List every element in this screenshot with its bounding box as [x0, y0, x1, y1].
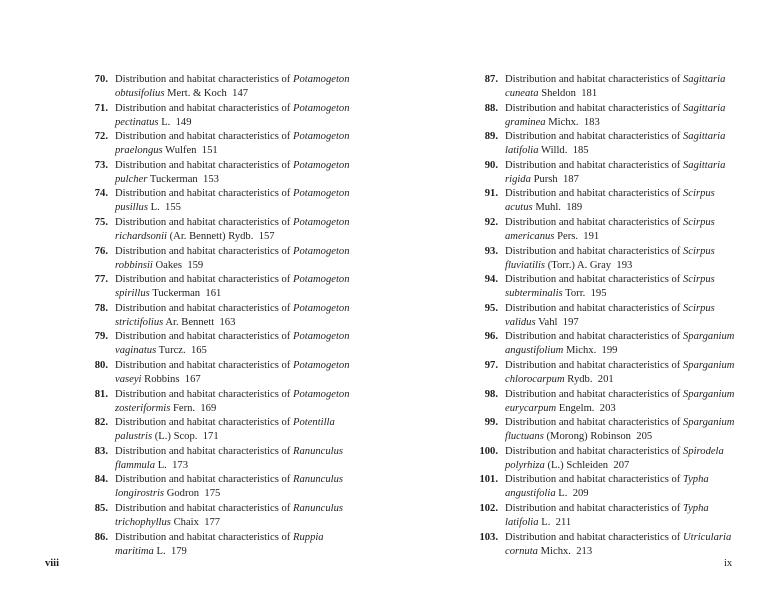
- list-item: [80, 359, 350, 388]
- species-authority: L.: [541, 516, 551, 528]
- list-item: [470, 273, 730, 302]
- caption-intro: Distribution and habitat characteristics of: [115, 102, 291, 114]
- species-authority: Turcz.: [158, 345, 186, 357]
- species-name: robbinsii: [115, 259, 153, 271]
- caption-intro: Distribution and habitat characteristics of: [115, 159, 291, 171]
- species-authority: Michx.: [548, 116, 579, 128]
- page-reference: 169: [200, 402, 217, 414]
- species-name: rigida: [505, 173, 531, 185]
- caption-intro: Distribution and habitat characteristics of: [505, 245, 681, 257]
- species-authority: L.: [161, 116, 171, 128]
- species-authority: Pursh: [533, 173, 558, 185]
- genus-name: Ruppia: [293, 531, 324, 543]
- figure-number: 88.: [484, 102, 498, 114]
- species-authority: Fern.: [173, 402, 196, 414]
- genus-name: Typha: [683, 502, 709, 514]
- page-reference: 185: [572, 145, 589, 157]
- page-reference: 151: [201, 145, 218, 157]
- genus-name: Sagittaria: [683, 74, 726, 85]
- caption-line: [505, 344, 730, 358]
- list-item: [470, 531, 730, 560]
- species-name: angustifolium: [505, 345, 564, 357]
- caption-intro: Distribution and habitat characteristics of: [505, 302, 681, 314]
- species-name: chlorocarpum: [505, 373, 565, 385]
- genus-name: Potamogeton: [293, 74, 350, 85]
- caption-line: [115, 516, 340, 530]
- page-reference: 167: [184, 373, 201, 385]
- species-authority: Oakes: [155, 259, 183, 271]
- figure-number: 103.: [479, 531, 498, 543]
- species-name: palustris: [115, 431, 153, 443]
- species-name: vaginatus: [115, 345, 157, 357]
- caption-line: [505, 430, 730, 444]
- page-reference: 209: [572, 488, 589, 500]
- species-name: latifolia: [505, 145, 539, 157]
- caption-line: [505, 144, 730, 158]
- species-authority: L.: [558, 488, 568, 500]
- caption-line: [115, 316, 340, 330]
- page-reference: 193: [616, 259, 633, 271]
- caption-intro: Distribution and habitat characteristics of: [115, 388, 291, 400]
- genus-name: Potamogeton: [293, 331, 350, 343]
- page-reference: 161: [205, 288, 222, 300]
- page-reference: 205: [636, 431, 653, 443]
- genus-name: Potamogeton: [293, 245, 350, 257]
- page-reference: 155: [165, 202, 181, 214]
- caption-line: [115, 87, 340, 101]
- list-item: [80, 216, 350, 245]
- genus-name: Ranunculus: [293, 502, 344, 514]
- genus-name: Sagittaria: [683, 102, 726, 114]
- caption-line: [115, 373, 340, 387]
- list-item: [80, 73, 350, 102]
- page-reference: 147: [232, 88, 249, 99]
- figure-number: 90.: [484, 159, 498, 171]
- figure-number: 91.: [484, 188, 498, 200]
- caption-intro: Distribution and habitat characteristics of: [505, 417, 681, 429]
- species-authority: Robbins: [144, 373, 180, 385]
- caption-intro: Distribution and habitat characteristics of: [115, 74, 291, 85]
- species-name: fluctuans: [505, 431, 544, 443]
- species-name: praelongus: [115, 145, 163, 157]
- page-reference: 197: [562, 316, 579, 328]
- figure-number: 99.: [484, 417, 498, 429]
- species-name: strictifolius: [115, 316, 164, 328]
- caption-intro: Distribution and habitat characteristics of: [115, 274, 291, 286]
- page-reference: 177: [204, 516, 221, 528]
- figure-number: 95.: [484, 302, 498, 314]
- page-reference: 203: [599, 402, 616, 414]
- species-name: maritima: [115, 545, 154, 557]
- caption-line: [505, 287, 730, 301]
- genus-name: Potamogeton: [293, 302, 350, 314]
- caption-intro: Distribution and habitat characteristics of: [115, 417, 291, 429]
- genus-name: Potamogeton: [293, 102, 350, 114]
- genus-name: Potamogeton: [293, 274, 350, 286]
- species-name: pulcher: [115, 173, 148, 185]
- species-name: zosteriformis: [115, 402, 171, 414]
- species-authority: Ar. Bennett: [165, 316, 215, 328]
- species-name: polyrhiza: [505, 459, 545, 471]
- page-reference: 207: [613, 459, 630, 471]
- caption-intro: Distribution and habitat characteristics of: [115, 531, 291, 543]
- genus-name: Potentilla: [293, 417, 335, 429]
- page-reference: 171: [202, 431, 219, 443]
- caption-line: [505, 316, 730, 330]
- species-name: vaseyi: [115, 373, 142, 385]
- caption-line: [505, 87, 730, 101]
- caption-line: [115, 430, 340, 444]
- species-name: americanus: [505, 230, 555, 242]
- list-item: [80, 330, 350, 359]
- caption-intro: Distribution and habitat characteristics of: [505, 159, 681, 171]
- species-name: eurycarpum: [505, 402, 557, 414]
- species-authority: Godron: [166, 488, 200, 500]
- species-authority: (Morong) Robinson: [546, 431, 631, 443]
- figure-number: 101.: [479, 474, 498, 486]
- species-authority: Muhl.: [535, 202, 561, 214]
- genus-name: Ranunculus: [293, 445, 344, 457]
- figure-number: 78.: [94, 302, 108, 314]
- page-reference: 213: [576, 545, 593, 557]
- caption-intro: Distribution and habitat characteristics of: [115, 331, 291, 343]
- genus-name: Potamogeton: [293, 388, 350, 400]
- species-authority: Rydb.: [567, 373, 593, 385]
- species-authority: Michx.: [565, 345, 597, 357]
- caption-line: [505, 459, 730, 473]
- caption-line: [115, 144, 340, 158]
- page-reference: 181: [581, 88, 598, 99]
- species-name: richardsonii: [115, 230, 167, 242]
- caption-intro: Distribution and habitat characteristics of: [115, 245, 291, 257]
- species-authority: Mert. & Koch: [167, 88, 227, 99]
- page-reference: 165: [190, 345, 207, 357]
- figure-number: 75.: [94, 216, 108, 228]
- figure-number: 70.: [94, 74, 108, 85]
- list-item: [80, 159, 350, 188]
- species-authority: Torr.: [565, 288, 586, 300]
- list-item: [80, 388, 350, 417]
- genus-name: Ranunculus: [293, 474, 344, 486]
- species-name: validus: [505, 316, 536, 328]
- page-number-left: viii: [45, 558, 60, 569]
- species-authority: L.: [156, 545, 166, 557]
- genus-name: Spirodela: [683, 445, 724, 457]
- figure-number: 97.: [484, 359, 498, 371]
- species-authority: Sheldon: [541, 88, 576, 99]
- list-item: [470, 359, 735, 388]
- page-reference: 163: [219, 316, 236, 328]
- caption-intro: Distribution and habitat characteristics of: [115, 502, 291, 514]
- species-authority: Wulfen: [165, 145, 197, 157]
- caption-intro: Distribution and habitat characteristics of: [115, 131, 291, 143]
- genus-name: Potamogeton: [293, 216, 350, 228]
- species-name: graminea: [505, 116, 546, 128]
- species-name: pectinatus: [115, 116, 159, 128]
- genus-name: Typha: [683, 474, 709, 486]
- page-reference: 157: [258, 230, 275, 242]
- list-item: [470, 245, 730, 274]
- page-reference: 183: [583, 116, 600, 128]
- genus-name: Potamogeton: [293, 359, 350, 371]
- page-number-right: ix: [724, 558, 733, 569]
- genus-name: Scirpus: [683, 245, 715, 257]
- figure-number: 96.: [484, 331, 498, 343]
- genus-name: Sagittaria: [683, 159, 726, 171]
- species-name: angustifolia: [505, 488, 556, 500]
- caption-line: [115, 259, 340, 273]
- genus-name: Potamogeton: [293, 131, 350, 143]
- list-item: [470, 388, 735, 417]
- species-name: cornuta: [505, 545, 538, 557]
- page-reference: 175: [204, 488, 221, 500]
- figure-number: 74.: [94, 188, 108, 200]
- genus-name: Sparganium: [683, 331, 735, 343]
- caption-intro: Distribution and habitat characteristics of: [505, 74, 681, 85]
- species-authority: (L.) Schleiden: [547, 459, 609, 471]
- list-item: [80, 531, 340, 560]
- species-authority: Tuckerman: [152, 288, 201, 300]
- caption-line: [115, 402, 340, 416]
- toc-column-left: [80, 73, 350, 559]
- caption-line: [115, 459, 340, 473]
- caption-intro: Distribution and habitat characteristics of: [505, 359, 681, 371]
- caption-line: [505, 173, 730, 187]
- genus-name: Sparganium: [683, 417, 735, 429]
- list-item: [470, 159, 730, 188]
- list-item: [470, 216, 730, 245]
- caption-line: [115, 230, 340, 244]
- caption-line: [505, 116, 730, 130]
- page-reference: 149: [175, 116, 192, 128]
- list-item: [80, 445, 344, 474]
- species-name: pusillus: [115, 202, 148, 214]
- caption-line: [115, 344, 340, 358]
- species-name: flammula: [115, 459, 156, 471]
- genus-name: Sagittaria: [683, 131, 726, 143]
- figure-number: 94.: [484, 274, 498, 286]
- species-name: acutus: [505, 202, 533, 214]
- caption-intro: Distribution and habitat characteristics of: [505, 102, 681, 114]
- species-authority: (L.) Scop.: [154, 431, 198, 443]
- page-reference: 173: [172, 459, 188, 471]
- caption-line: [115, 201, 340, 215]
- page-reference: 187: [563, 173, 579, 185]
- species-authority: (Torr.) A. Gray: [547, 259, 612, 271]
- figure-number: 82.: [94, 417, 108, 429]
- species-name: cuneata: [505, 88, 539, 99]
- page-reference: 195: [590, 288, 607, 300]
- caption-intro: Distribution and habitat characteristics of: [505, 131, 681, 143]
- genus-name: Potamogeton: [293, 188, 350, 200]
- figure-number: 86.: [94, 531, 108, 543]
- page-reference: 191: [583, 230, 600, 242]
- list-item: [470, 330, 735, 359]
- caption-line: [505, 516, 730, 530]
- caption-line: [115, 116, 340, 130]
- genus-name: Scirpus: [683, 216, 715, 228]
- species-authority: L.: [157, 459, 167, 471]
- caption-intro: Distribution and habitat characteristics of: [505, 331, 681, 343]
- genus-name: Scirpus: [683, 274, 715, 286]
- species-authority: L.: [150, 202, 160, 214]
- list-item: [470, 445, 730, 474]
- species-authority: (Ar. Bennett) Rydb.: [169, 230, 254, 242]
- caption-intro: Distribution and habitat characteristics of: [505, 274, 681, 286]
- figure-number: 83.: [94, 445, 108, 457]
- figure-number: 93.: [484, 245, 498, 257]
- figure-number: 81.: [94, 388, 108, 400]
- figure-number: 87.: [484, 74, 498, 85]
- page-reference: 211: [555, 516, 572, 528]
- genus-name: Scirpus: [683, 302, 715, 314]
- figure-number: 89.: [484, 131, 498, 143]
- genus-name: Potamogeton: [293, 159, 350, 171]
- figure-number: 80.: [94, 359, 108, 371]
- species-authority: Chaix: [173, 516, 199, 528]
- caption-intro: Distribution and habitat characteristics of: [115, 445, 291, 457]
- caption-intro: Distribution and habitat characteristics of: [115, 359, 291, 371]
- figure-number: 100.: [479, 445, 498, 457]
- figure-number: 76.: [94, 245, 108, 257]
- species-name: longirostris: [115, 488, 165, 500]
- caption-intro: Distribution and habitat characteristics of: [505, 474, 681, 486]
- page-reference: 159: [187, 259, 204, 271]
- species-authority: Pers.: [557, 230, 578, 242]
- caption-line: [505, 402, 730, 416]
- figure-number: 85.: [94, 502, 108, 514]
- list-item: [470, 187, 730, 216]
- list-item: [80, 502, 344, 531]
- species-authority: Tuckerman: [149, 173, 198, 185]
- caption-intro: Distribution and habitat characteristics of: [115, 216, 291, 228]
- species-name: fluviatilis: [505, 259, 546, 271]
- page-reference: 153: [203, 173, 219, 185]
- genus-name: Sparganium: [683, 359, 735, 371]
- page-reference: 189: [566, 202, 583, 214]
- caption-line: [505, 487, 730, 501]
- list-item: [80, 416, 340, 445]
- caption-intro: Distribution and habitat characteristics of: [505, 188, 681, 200]
- caption-intro: Distribution and habitat characteristics of: [505, 445, 681, 457]
- caption-line: [115, 487, 340, 501]
- page-reference: 201: [597, 373, 614, 385]
- list-item: [470, 302, 730, 331]
- list-item: [80, 473, 344, 502]
- genus-name: Scirpus: [683, 188, 715, 200]
- figure-number: 102.: [479, 502, 498, 514]
- list-item: [470, 102, 730, 131]
- list-item: [80, 102, 350, 131]
- species-name: spirillus: [115, 288, 150, 300]
- figure-number: 71.: [94, 102, 108, 114]
- page-reference: 179: [170, 545, 187, 557]
- genus-name: Sparganium: [683, 388, 735, 400]
- species-authority: Engelm.: [558, 402, 595, 414]
- figure-number: 79.: [94, 331, 108, 343]
- page-reference: 199: [601, 345, 618, 357]
- species-name: obtusifolius: [115, 88, 165, 99]
- caption-line: [115, 545, 340, 559]
- caption-intro: Distribution and habitat characteristics of: [115, 474, 291, 486]
- list-item: [80, 302, 350, 331]
- caption-line: [505, 373, 730, 387]
- list-item: [80, 187, 350, 216]
- species-authority: Vahl: [538, 316, 558, 328]
- figure-number: 98.: [484, 388, 498, 400]
- caption-intro: Distribution and habitat characteristics of: [115, 188, 291, 200]
- species-name: subterminalis: [505, 288, 563, 300]
- figure-number: 92.: [484, 216, 498, 228]
- caption-line: [115, 287, 340, 301]
- figure-number: 77.: [94, 274, 108, 286]
- list-item: [470, 502, 730, 531]
- list-item: [470, 473, 730, 502]
- species-name: trichophyllus: [115, 516, 171, 528]
- caption-intro: Distribution and habitat characteristics of: [505, 388, 681, 400]
- list-item: [470, 73, 730, 102]
- caption-intro: Distribution and habitat characteristics of: [505, 502, 681, 514]
- caption-intro: Distribution and habitat characteristics of: [505, 216, 681, 228]
- caption-line: [505, 230, 730, 244]
- species-authority: Michx.: [540, 545, 571, 557]
- species-authority: Willd.: [541, 145, 568, 157]
- list-item: [470, 130, 730, 159]
- figure-number: 73.: [94, 159, 108, 171]
- caption-intro: Distribution and habitat characteristics of: [505, 531, 681, 543]
- caption-line: [505, 545, 730, 559]
- list-item: [80, 245, 350, 274]
- list-item: [470, 416, 735, 445]
- caption-line: [505, 259, 730, 273]
- figure-number: 84.: [94, 474, 108, 486]
- genus-name: Utricularia: [683, 531, 732, 543]
- list-item: [80, 273, 350, 302]
- list-item: [80, 130, 350, 159]
- figure-number: 72.: [94, 131, 108, 143]
- toc-column-right: [470, 73, 735, 559]
- caption-intro: Distribution and habitat characteristics of: [115, 302, 291, 314]
- caption-line: [115, 173, 340, 187]
- species-name: latifolia: [505, 516, 539, 528]
- caption-line: [505, 201, 730, 215]
